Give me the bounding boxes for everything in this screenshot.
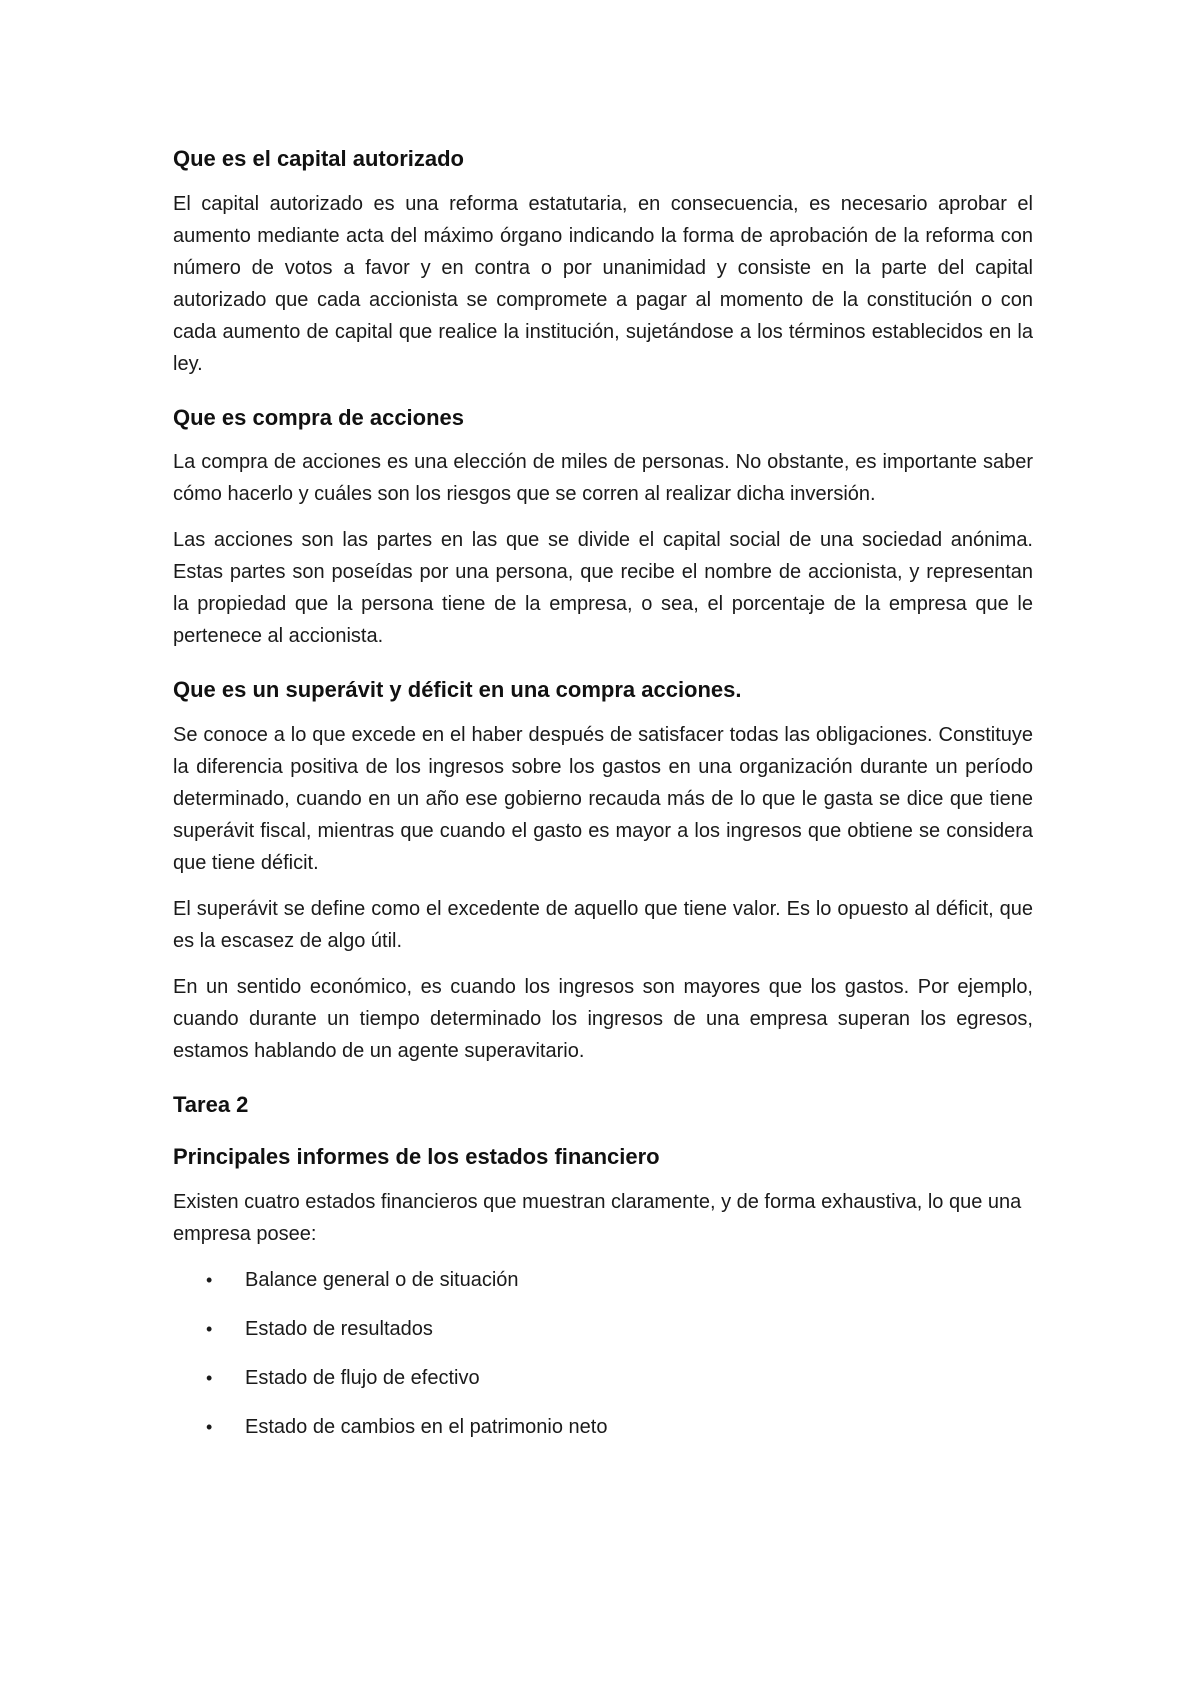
- list-item: [173, 1362, 1033, 1394]
- paragraph-superavit-3: En un sentido económico, es cuando los ingresos son mayores que los gastos. Por ejemplo, cuando durante un tiempo determinado los ingresos de una empresa superan los egresos, estamos hablando de un agente superavitario.: [173, 975, 1033, 1062]
- list-item-label: Balance general o de situación: [245, 1268, 519, 1291]
- paragraph-superavit-2: El superávit se define como el excedente de aquello que tiene valor. Es lo opuesto al déficit, que es la escasez de algo útil.: [173, 897, 1033, 952]
- heading-capital-autorizado: Que es el capital autorizado: [173, 146, 464, 171]
- bullet-icon: •: [206, 1318, 213, 1339]
- paragraph-capital-autorizado: El capital autorizado es una reforma estatutaria, en consecuencia, es necesario aprobar el aumento mediante acta del máximo órgano indicando la forma de aprobación de la reforma con número de votos a favor y en contra o por unanimidad y consiste en la parte del capital autorizado que cada accionista se compromete a pagar al momento de la constitución o con cada aumento de capital que realice la institución, sujetándose a los términos establecidos en la ley.: [173, 192, 1033, 375]
- list-item: [173, 1411, 1033, 1443]
- paragraph-compra-acciones-1: La compra de acciones es una elección de miles de personas. No obstante, es importante saber cómo hacerlo y cuáles son los riesgos que se corren al realizar dicha inversión.: [173, 451, 1033, 506]
- bullet-icon: •: [206, 1367, 213, 1388]
- list-item: [173, 1264, 1033, 1296]
- heading-estados-financieros: Principales informes de los estados financiero: [173, 1144, 660, 1170]
- estados-financieros-list: [173, 1264, 1033, 1443]
- paragraph-compra-acciones-2: Las acciones son las partes en las que se divide el capital social de una sociedad anónima. Estas partes son poseídas por una persona, que recibe el nombre de accionista, y representan la propiedad que la persona tiene de la empresa, o sea, el porcentaje de la empresa que le pertenece al accionista.: [173, 529, 1033, 648]
- list-item: [173, 1313, 1033, 1345]
- heading-superavit-deficit: Que es un superávit y déficit en una compra acciones.: [173, 677, 742, 703]
- heading-compra-acciones: Que es compra de acciones: [173, 404, 465, 430]
- heading-tarea-2: Tarea 2: [173, 1091, 249, 1117]
- paragraph-estados-intro: Existen cuatro estados financieros que muestran claramente, y de forma exhaustiva, lo que una empresa posee:: [173, 1190, 1022, 1245]
- bullet-icon: •: [206, 1416, 213, 1437]
- list-item-label: Estado de cambios en el patrimonio neto: [245, 1415, 608, 1438]
- document-page: [173, 145, 1033, 1460]
- list-item-label: Estado de flujo de efectivo: [245, 1366, 480, 1389]
- paragraph-superavit-1: Se conoce a lo que excede en el haber después de satisfacer todas las obligaciones. Constituye la diferencia positiva de los ingresos sobre los gastos en una organización durante un período determinado, cuando en un año ese gobierno recauda más de lo que le gasta se dice que tiene superávit fiscal, mientras que cuando el gasto es mayor a los ingresos que obtiene se considera que tiene déficit.: [173, 723, 1033, 874]
- list-item-label: Estado de resultados: [245, 1317, 433, 1340]
- bullet-icon: •: [206, 1269, 213, 1290]
